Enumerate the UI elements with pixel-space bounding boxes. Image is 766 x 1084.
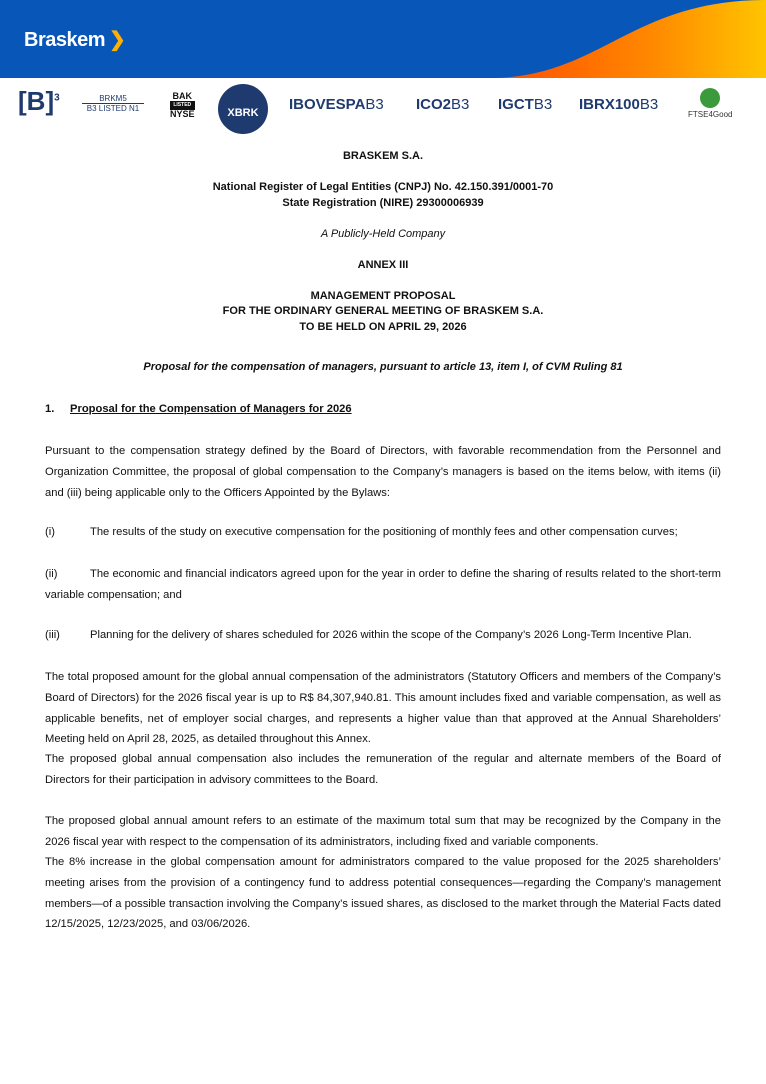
section-heading: 1. Proposal for the Compensation of Managers for 2026 [45,403,352,415]
cnpj: National Register of Legal Entities (CNPJ) No. 42.150.391/0001-70 [212,181,554,193]
intro-paragraph: Pursuant to the compensation strategy defined by the Board of Directors, with favorable recommendation from the Personnel and Organization Committee, the proposal of global compensation to the Company’s managers is based on the items below, with items (ii) and (iii) being applicable only to the Officers Appointed by the Bylaws: [45,445,721,499]
company-type: A Publicly-Held Company [320,228,446,240]
list-item: (ii) The economic and financial indicators agreed upon for the year in order to define the sharing of results related to the short-term variable compensation; and [45,568,721,601]
estimate-paragraph: The proposed global annual amount refers to an estimate of the maximum total sum that may be recognized by the Company in the 2026 fiscal year with respect to the compensation of its administrators, including fixed and variable components. [45,815,721,848]
xbrk-badge: XBRK [218,84,268,134]
header-banner [0,0,766,78]
nyse-logo: BAK LISTED NYSE [170,91,195,119]
list-item: (i) The results of the study on executive compensation for the positioning of monthly fees and other compensation curves; [45,526,678,538]
proposal-title-3: TO BE HELD ON APRIL 29, 2026 [299,321,467,333]
ico2-logo: ICO2B3 [416,96,470,113]
committee-paragraph: The proposed global annual compensation also includes the remuneration of the regular and alternate members of the Board of Directors for their participation in advisory committees to the Board. [45,753,721,786]
proposal-title-2: FOR THE ORDINARY GENERAL MEETING OF BRASKEM S.A. [222,305,544,317]
igct-logo: IGCTB3 [498,96,553,113]
ibrx100-logo: IBRX100B3 [579,96,659,113]
b3-logo: $[B]^3$ [18,86,60,116]
increase-paragraph: The 8% increase in the global compensation amount for administrators compared to the value proposed for the 2025 shareholders’ meeting arises from the provision of a contingency fund to address potential consequences—regarding the Company’s management members—of a possible transaction involving the Company’s issued shares, as disclosed to the market through the Material Facts dated 12/15/2025, 12/23/2025, and 03/06/2026. [45,856,721,931]
total-amount-paragraph: The total proposed amount for the global annual compensation of the administrators (Statutory Officers and members of the Company’s Board of Directors) for the 2026 fiscal year is up to R$ 84,307,940.81. This amount includes fixed and variable compensation, as well as applicable benefits, net of employer social charges, and represents a higher value than that approved at the Annual Shareholders’ Meeting held on April 28, 2025, as detailed throughout this Annex. [45,671,721,746]
ibovespa-logo: IBOVESPAB3 [289,96,384,113]
nire: State Registration (NIRE) 29300006939 [282,197,484,209]
braskem-logo: Braskem ❯ [24,29,126,51]
proposal-subtitle: Proposal for the compensation of managers, pursuant to article 13, item I, of CVM Ruling 81 [143,361,623,373]
list-item: (iii) Planning for the delivery of shares scheduled for 2026 within the scope of the Company’s 2026 Long-Term Incentive Plan. [45,629,692,641]
ftse4good-logo: FTSE4Good [688,88,732,119]
proposal-title-1: MANAGEMENT PROPOSAL [310,290,456,302]
brkm5-logo: BRKM5 B3 LISTED N1 [82,94,144,113]
index-logos [0,84,766,130]
company-name: BRASKEM S.A. [342,150,424,162]
annex-title: ANNEX III [357,259,409,271]
